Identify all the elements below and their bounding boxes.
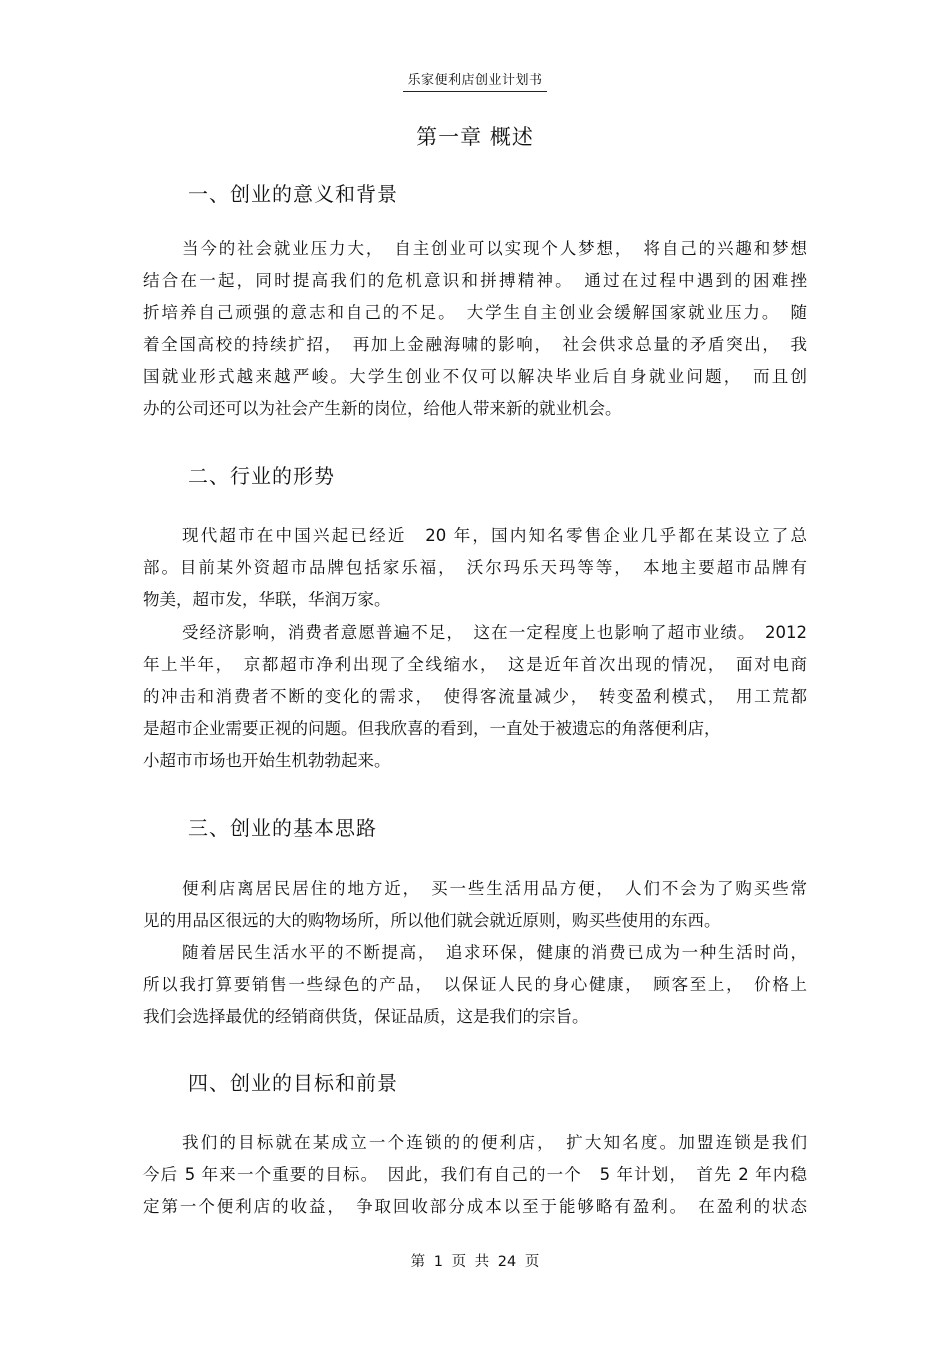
paragraph-line: 当今的社会就业压力大， 自主创业可以实现个人梦想， 将自己的兴趣和梦想 [182,239,807,258]
paragraph-line: 是超市企业需要正视的问题。但我欣喜的看到，一直处于被遗忘的角落便利店， [143,719,721,738]
paragraph-line: 见的用品区很远的大的购物场所，所以他们就会就近原则，购买些使用的东西。 [143,911,721,930]
paragraph-line: 年上半年， 京都超市净利出现了全线缩水， 这是近年首次出现的情况， 面对电商 [143,655,807,674]
paragraph-line: 我们的目标就在某成立一个连锁的的便利店， 扩大知名度。加盟连锁是我们 [182,1133,807,1152]
paragraph-line: 所以我打算要销售一些绿色的产品， 以保证人民的身心健康， 顾客至上， 价格上 [143,975,807,994]
paragraph-line: 办的公司还可以为社会产生新的岗位，给他人带来新的就业机会。 [143,399,622,418]
paragraph-line: 小超市市场也开始生机勃勃起来。 [143,751,391,770]
paragraph-line: 便利店离居民居住的地方近， 买一些生活用品方便， 人们不会为了购买些常 [182,879,807,898]
paragraph-line: 部。目前某外资超市品牌包括家乐福， 沃尔玛乐天玛等等， 本地主要超市品牌有 [143,558,807,577]
section-heading: 一、创业的意义和背景 [188,182,398,206]
running-header-title: 乐家便利店创业计划书 [403,69,547,92]
paragraph-line: 现代超市在中国兴起已经近 20 年，国内知名零售企业几乎都在某设立了总 [182,526,807,545]
section-heading: 二、行业的形势 [188,464,335,488]
paragraph-line: 折培养自己顽强的意志和自己的不足。 大学生自主创业会缓解国家就业压力。 随 [143,303,807,322]
chapter-title: 第一章 概述 [416,125,534,149]
running-header [0,69,950,92]
paragraph-line: 受经济影响，消费者意愿普遍不足， 这在一定程度上也影响了超市业绩。 2012 [182,623,807,642]
paragraph-line: 定第一个便利店的收益， 争取回收部分成本以至于能够略有盈利。 在盈利的状态 [143,1197,807,1216]
paragraph-line: 今后 5 年来一个重要的目标。 因此，我们有自己的一个 5 年计划， 首先 2 年内稳 [143,1165,807,1184]
section-heading: 四、创业的目标和前景 [188,1071,398,1095]
section-heading: 三、创业的基本思路 [188,816,377,840]
paragraph-line: 着全国高校的持续扩招， 再加上金融海啸的影响， 社会供求总量的矛盾突出， 我 [143,335,807,354]
paragraph-line: 国就业形式越来越严峻。大学生创业不仅可以解决毕业后自身就业问题， 而且创 [143,367,807,386]
page-footer: 第 1 页 共 24 页 [410,1254,540,1270]
paragraph-line: 我们会选择最优的经销商供货，保证品质，这是我们的宗旨。 [143,1007,589,1026]
paragraph-line: 的冲击和消费者不断的变化的需求， 使得客流量减少， 转变盈利模式， 用工荒都 [143,687,807,706]
paragraph-line: 结合在一起，同时提高我们的危机意识和拼搏精神。 通过在过程中遇到的困难挫 [143,271,807,290]
paragraph-line: 随着居民生活水平的不断提高， 追求环保，健康的消费已成为一种生活时尚， [182,943,807,962]
paragraph-line: 物美，超市发，华联，华润万家。 [143,590,391,609]
